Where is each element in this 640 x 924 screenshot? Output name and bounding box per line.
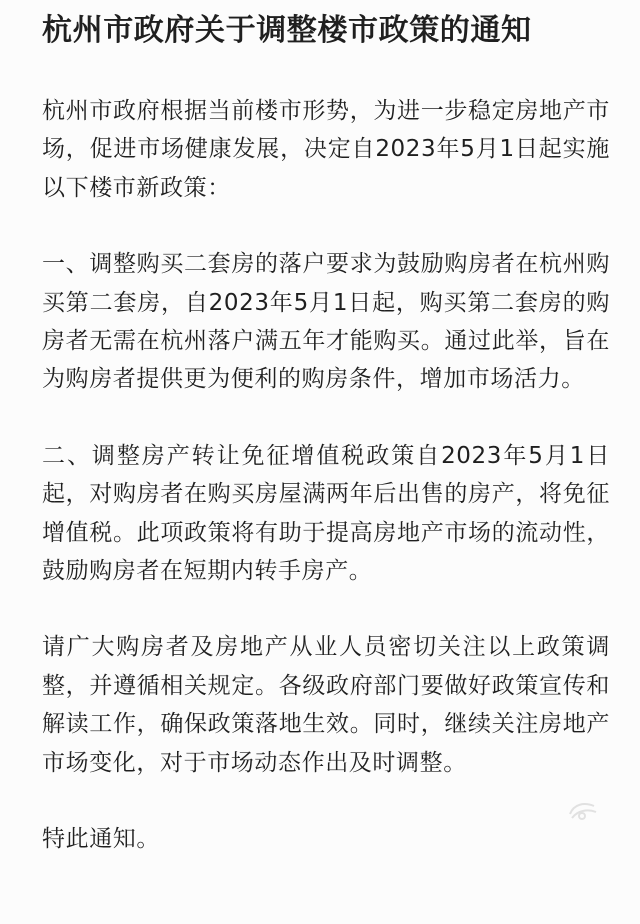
policy-two-paragraph: 二、调整房产转让免征增值税政策自2023年5月1日起，对购房者在购买房屋满两年后出售的房产，将免征增值税。此项政策将有助于提高房地产市场的流动性，鼓励购房者在短期内转手房产。 — [42, 442, 610, 585]
notice-title: 杭州市政府关于调整楼市政策的通知 — [42, 13, 532, 48]
intro-paragraph: 杭州市政府根据当前楼市形势，为进一步稳定房地产市场，促进市场健康发展，决定自2023年5月1日起实施以下楼市新政策： — [42, 98, 610, 201]
notice-signoff: 特此通知。 — [42, 826, 160, 853]
watermark-icon — [564, 796, 602, 824]
policy-one-paragraph: 一、调整购买二套房的落户要求为鼓励购房者在杭州购买第二套房，自2023年5月1日起，购买第二套房的购房者无需在杭州落户满五年才能购买。通过此举，旨在为购房者提供更为便利的购房条件，增加市场活力。 — [42, 251, 610, 393]
closing-paragraph: 请广大购房者及房地产从业人员密切关注以上政策调整，并遵循相关规定。各级政府部门要做好政策宣传和解读工作，确保政策落地生效。同时，继续关注房地产市场变化，对于市场动态作出及时调整。 — [42, 634, 610, 776]
